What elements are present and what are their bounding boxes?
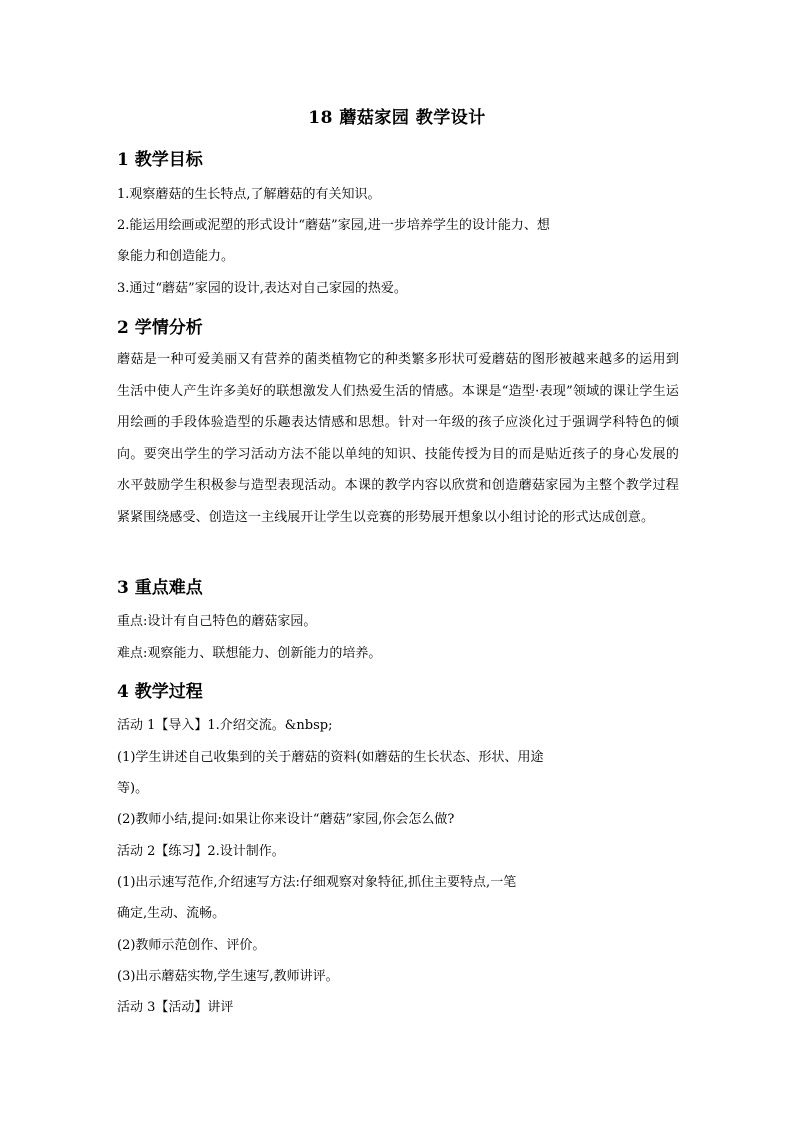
document-title: 18 蘑菇家园 教学设计 [308,108,486,128]
process-line-5: 活动 2【练习】2.设计制作。 [117,844,285,859]
objective-line-2: 2.能运用绘画或泥塑的形式设计“蘑菇”家园,进一步培养学生的设计能力、想 [117,218,550,233]
section-heading-key-points: 3 重点难点 [117,578,203,598]
key-point-line: 重点:设计有自己特色的蘑菇家园。 [117,614,317,629]
objective-line-4: 3.通过“蘑菇”家园的设计,表达对自己家园的热爱。 [117,281,407,296]
process-line-4: (2)教师小结,提问:如果让你来设计“蘑菇”家园,你会怎么做? [117,812,455,827]
analysis-paragraph: 蘑菇是一种可爱美丽又有营养的菌类植物它的种类繁多形状可爱蘑菇的图形被越来越多的运用到生活中使人产生许多美好的联想激发人们热爱生活的情感。本课是“造型·表现”领域的课让学生运用绘画的手段体验造型的乐趣表达情感和思想。针对一年级的孩子应淡化过于强调学科特色的倾向。要突出学生的学习活动方法不能以单纯的知识、技能传授为目的而是贴近孩子的身心发展的水平鼓励学生积极参与造型表现活动。本课的教学内容以欣赏和创造蘑菇家园为主整个教学过程紧紧围绕感受、创造这一主线展开让学生以竞赛的形势展开想象以小组讨论的形式达成创意。 [117,352,679,525]
process-line-6: (1)出示速写范作,介绍速写方法:仔细观察对象特征,抓住主要特点,一笔 [117,875,517,890]
process-line-9: (3)出示蘑菇实物,学生速写,教师讲评。 [117,969,339,984]
process-line-2: (1)学生讲述自己收集到的关于蘑菇的资料(如蘑菇的生长状态、形状、用途 [117,750,544,765]
process-line-1: 活动 1【导入】1.介绍交流。&nbsp; [117,718,333,733]
section-heading-objectives: 1 教学目标 [117,150,203,170]
process-line-3: 等)。 [117,781,149,796]
objective-line-3: 象能力和创造能力。 [117,249,235,264]
process-line-8: (2)教师示范创作、评价。 [117,938,266,953]
section-heading-analysis: 2 学情分析 [117,318,203,338]
difficulty-line: 难点:观察能力、联想能力、创新能力的培养。 [117,646,382,661]
section-heading-process: 4 教学过程 [117,682,203,702]
process-line-10: 活动 3【活动】讲评 [117,1000,234,1015]
objective-line-1: 1.观察蘑菇的生长特点,了解蘑菇的有关知识。 [117,187,381,202]
process-line-7: 确定,生动、流畅。 [117,906,226,921]
